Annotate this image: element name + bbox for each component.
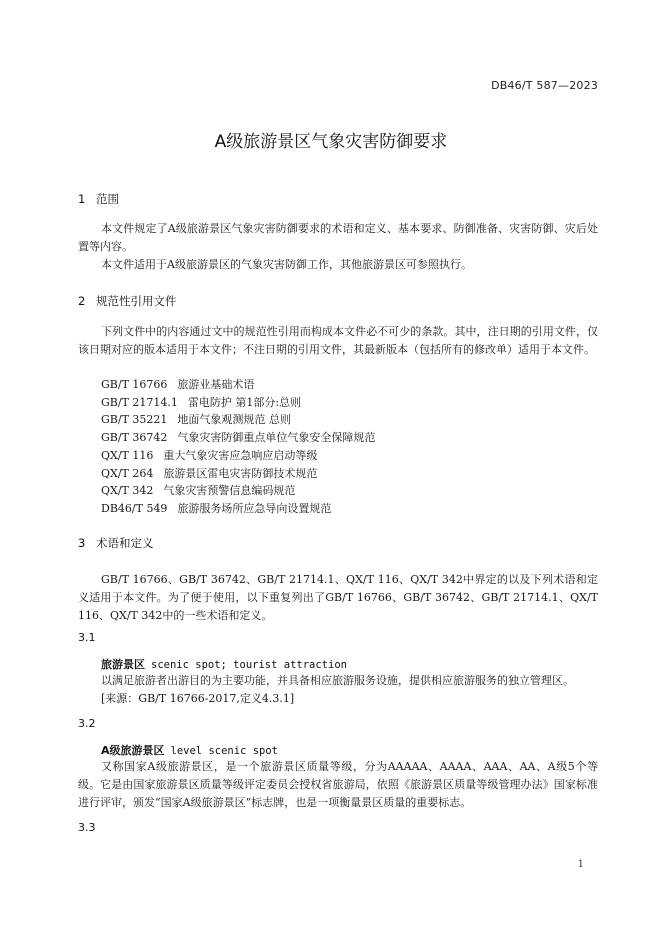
section-1-paragraph-1: 本文件规定了A级旅游景区气象灾害防御要求的术语和定义、基本要求、防御准备、灾害防御、灾后处置等内容。 (78, 222, 598, 253)
term-3-1-definition: 以满足旅游者出游目的为主要功能，并具备相应旅游服务设施，提供相应旅游服务的独立管理区。 (101, 674, 574, 687)
term-english: level scenic spot (170, 745, 278, 757)
reference-name: 雷电防护 第1部分:总则 (187, 395, 302, 409)
section-3-heading (78, 535, 154, 551)
reference-item (101, 447, 375, 465)
section-2-heading (78, 293, 177, 309)
term-3-1-heading (101, 656, 347, 672)
document-code: DB46/T 587—2023 (491, 79, 598, 92)
normative-reference-list (101, 376, 375, 518)
reference-item (101, 500, 375, 518)
reference-item (101, 465, 375, 483)
reference-name: 旅游业基础术语 (177, 378, 255, 391)
term-chinese: 旅游景区 (101, 658, 145, 671)
reference-name: 重大气象灾害应急响应启动等级 (163, 448, 318, 462)
reference-code: DB46/T 549 (101, 501, 168, 515)
term-3-2-heading (101, 742, 278, 758)
term-3-2-definition: 又称国家A级旅游景区，是一个旅游景区质量等级，分为AAAAA、AAAA、AAA、AA、A级5个等级。它是由国家旅游景区质量等级评定委员会授权省旅游局，依照《旅游景区质量等级管理办法》国家标准进行评审，颁发“国家A级旅游景区”标志牌，也是一项衡量景区质量的重要标志。 (78, 760, 598, 809)
document-title: A级旅游景区气象灾害防御要求 (214, 132, 448, 152)
reference-code: QX/T 342 (101, 484, 154, 498)
reference-code: GB/T 21714.1 (101, 395, 178, 409)
section-number: 1 (78, 192, 86, 206)
term-3-3-number: 3.3 (78, 821, 96, 834)
term-3-1-source: [来源：GB/T 16766-2017,定义4.3.1] (101, 692, 295, 705)
reference-code: QX/T 116 (101, 448, 154, 462)
section-2-paragraph-1: 下列文件中的内容通过文中的规范性引用而构成本文件必不可少的条款。其中，注日期的引用文件，仅该日期对应的版本适用于本文件；不注日期的引用文件，其最新版本（包括所有的修改单）适用于本文件。 (78, 325, 598, 356)
section-1-heading (78, 191, 119, 207)
reference-name: 旅游景区雷电灾害防御技术规范 (163, 466, 318, 480)
term-3-1-number: 3.1 (78, 631, 96, 644)
section-1-paragraph-2: 本文件适用于A级旅游景区的气象灾害防御工作，其他旅游景区可参照执行。 (101, 258, 472, 271)
reference-code: GB/T 35221 (101, 413, 168, 427)
section-title: 规范性引用文件 (96, 294, 177, 308)
term-3-2-number: 3.2 (78, 717, 96, 730)
reference-item (101, 429, 375, 447)
reference-code: QX/T 264 (101, 466, 154, 480)
page-number: 1 (577, 859, 584, 870)
reference-code: GB/T 36742 (101, 431, 168, 445)
reference-code: GB/T 16766 (101, 378, 168, 391)
section-title: 术语和定义 (96, 536, 154, 550)
reference-item (101, 376, 375, 394)
section-3-paragraph-1: GB/T 16766、GB/T 36742、GB/T 21714.1、QX/T 116、QX/T 342中界定的以及下列术语和定义适用于本文件。为了便于使用，以下重复列出了GB/T 16766、GB/T 36742、GB/T 21714.1、QX/T 116、QX/T 342中的一些术语和定义。 (78, 573, 598, 622)
section-title: 范围 (96, 192, 119, 206)
section-number: 2 (78, 294, 86, 308)
term-chinese: A级旅游景区 (101, 744, 165, 757)
term-english: scenic spot; tourist attraction (151, 659, 347, 671)
reference-name: 气象灾害预警信息编码规范 (163, 484, 296, 498)
reference-name: 旅游服务场所应急导向设置规范 (177, 501, 332, 515)
reference-item (101, 411, 375, 429)
reference-item (101, 394, 375, 412)
section-number: 3 (78, 536, 86, 550)
reference-item (101, 482, 375, 500)
reference-name: 气象灾害防御重点单位气象安全保障规范 (177, 431, 376, 445)
reference-name: 地面气象观测规范 总则 (177, 413, 291, 427)
